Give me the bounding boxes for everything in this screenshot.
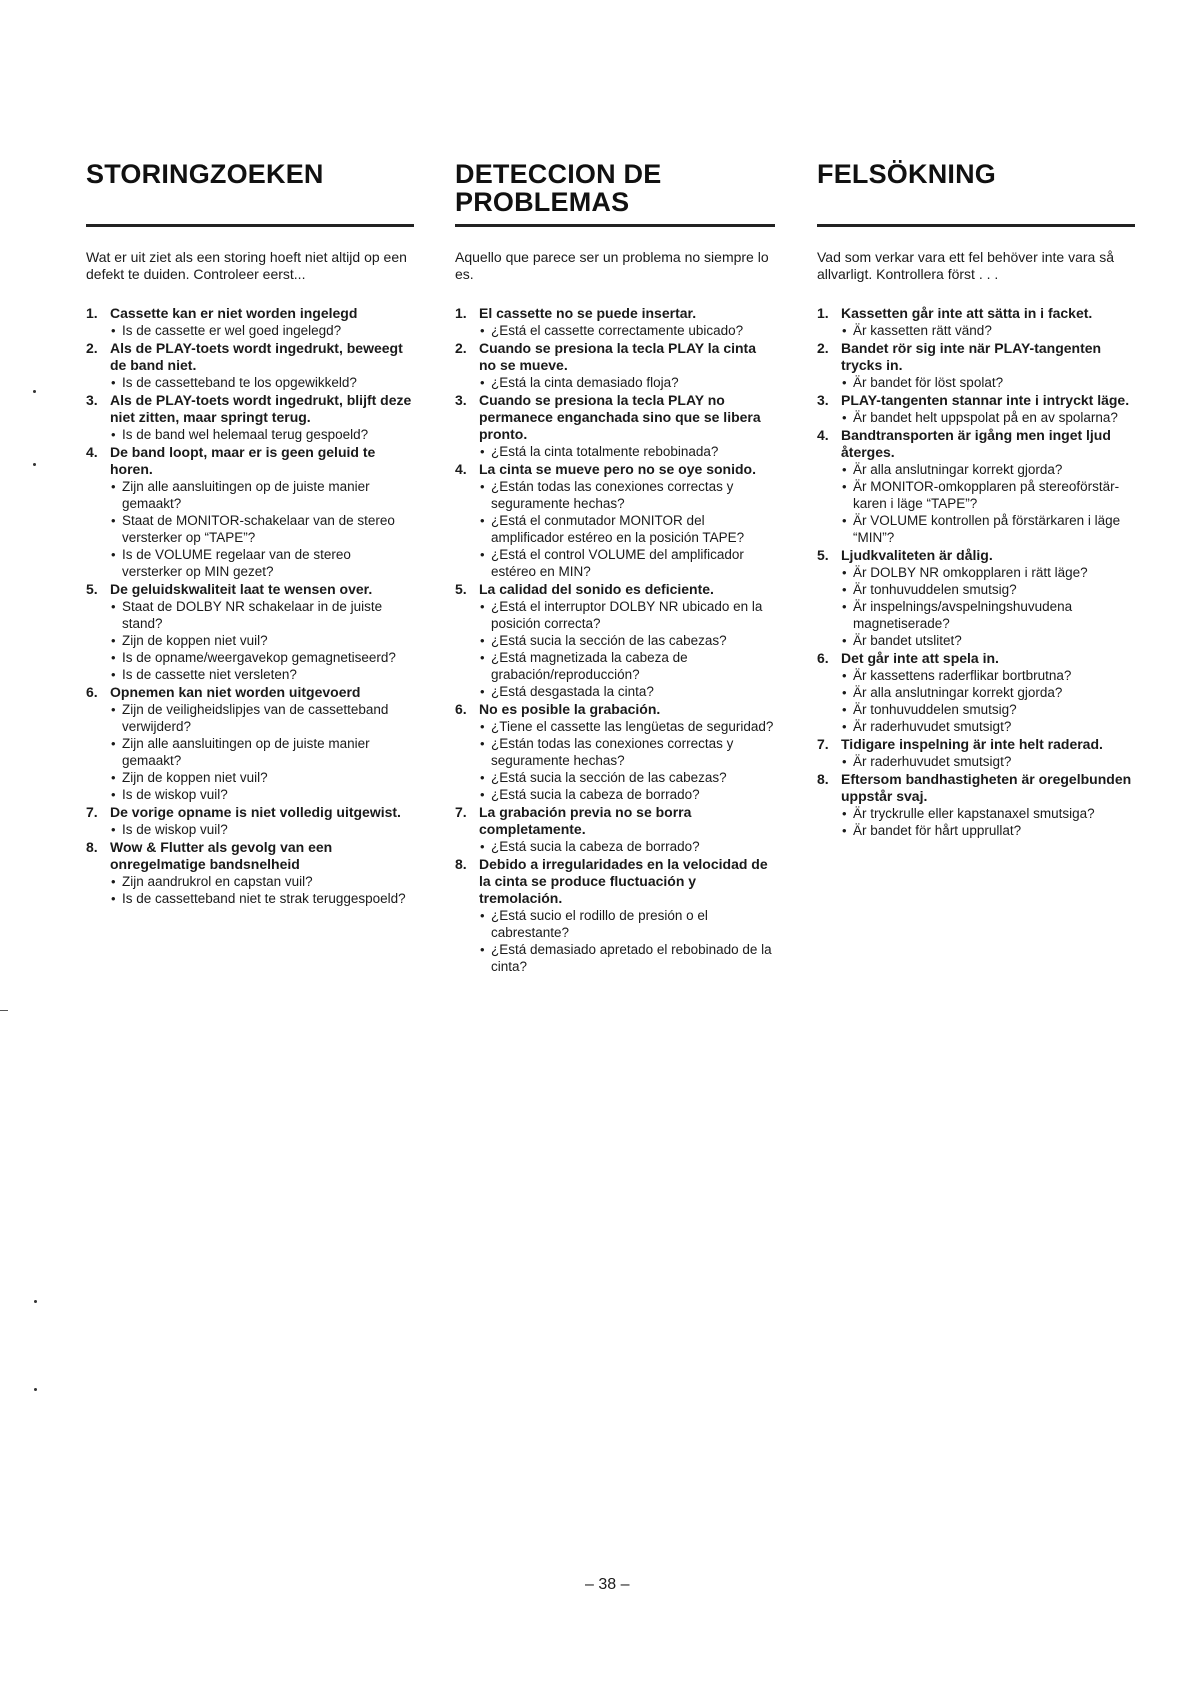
check-item: • ¿Está sucia la cabeza de borrado? <box>479 786 775 803</box>
issue-number: 5. <box>817 547 829 563</box>
check-item: • Zijn de koppen niet vuil? <box>110 769 414 786</box>
issue-item <box>455 856 775 975</box>
issue-number: 6. <box>455 701 467 717</box>
check-list <box>841 409 1135 426</box>
issue-item <box>817 305 1135 339</box>
check-list <box>110 322 414 339</box>
issue-list <box>817 305 1135 839</box>
check-list <box>110 821 414 838</box>
issue-heading: El cassette no se puede insertar. <box>479 305 697 321</box>
check-item: • Staat de DOLBY NR schakelaar in de juiste stand? <box>110 598 414 632</box>
check-item: • Är bandet för hårt upprullat? <box>841 822 1135 839</box>
check-item: • Är bandet för löst spolat? <box>841 374 1135 391</box>
check-item: • Är MONITOR-omkopplaren på stereoförstär-karen i läge “TAPE”? <box>841 478 1135 512</box>
check-item: • Zijn alle aansluitingen op de juiste manier gemaakt? <box>110 478 414 512</box>
section-title: STORINGZOEKEN <box>86 159 324 189</box>
issue-item <box>86 340 414 391</box>
check-item: • Zijn alle aansluitingen op de juiste manier gemaakt? <box>110 735 414 769</box>
check-item: • ¿Está sucio el rodillo de presión o el cabrestante? <box>479 907 775 941</box>
check-item: • ¿Están todas las conexiones correctas y seguramente hechas? <box>479 478 775 512</box>
check-list <box>841 322 1135 339</box>
check-list <box>479 718 775 803</box>
column-spanish <box>455 160 775 976</box>
check-item: • ¿Está el interruptor DOLBY NR ubicado en la posición correcta? <box>479 598 775 632</box>
issue-number: 8. <box>455 856 467 872</box>
issue-number: 8. <box>86 839 98 855</box>
check-list <box>479 322 775 339</box>
check-item: • Is de opname/weergavekop gemagnetiseerd? <box>110 649 414 666</box>
check-item: • ¿Está sucia la sección de las cabezas? <box>479 769 775 786</box>
issue-number: 3. <box>86 392 98 408</box>
check-item: • Is de wiskop vuil? <box>110 821 414 838</box>
check-item: • Är tonhuvuddelen smutsig? <box>841 701 1135 718</box>
check-list <box>479 443 775 460</box>
issue-heading: Bandet rör sig inte när PLAY-tangenten trycks in. <box>841 340 1102 373</box>
check-item: • Är kassetten rätt vänd? <box>841 322 1135 339</box>
margin-mark <box>0 1010 8 1011</box>
check-list <box>110 598 414 683</box>
issue-number: 5. <box>86 581 98 597</box>
title-rule <box>455 224 775 227</box>
issue-number: 7. <box>86 804 98 820</box>
issue-heading: De band loopt, maar er is geen geluid te horen. <box>110 444 376 477</box>
margin-mark <box>33 390 36 393</box>
issue-number: 6. <box>817 650 829 666</box>
check-item: • Is de cassette niet versleten? <box>110 666 414 683</box>
check-list <box>841 564 1135 649</box>
check-list <box>479 374 775 391</box>
issue-item <box>86 444 414 580</box>
issue-item <box>455 392 775 460</box>
check-item: • Är kassettens raderflikar bortbrutna? <box>841 667 1135 684</box>
issue-number: 7. <box>817 736 829 752</box>
issue-list <box>86 305 414 907</box>
check-item: • Zijn de veiligheidslipjes van de cassetteband verwijderd? <box>110 701 414 735</box>
check-item: • Är VOLUME kontrollen på förstärkaren i läge “MIN”? <box>841 512 1135 546</box>
check-list <box>110 374 414 391</box>
column-swedish <box>817 160 1135 840</box>
issue-item <box>817 427 1135 546</box>
issue-item <box>455 461 775 580</box>
issue-number: 3. <box>817 392 829 408</box>
check-item: • ¿Está la cinta demasiado floja? <box>479 374 775 391</box>
issue-item <box>86 804 414 838</box>
check-item: • ¿Está sucia la cabeza de borrado? <box>479 838 775 855</box>
issue-item <box>86 392 414 443</box>
intro-text: Wat er uit ziet als een storing hoeft niet altijd op een defekt te duiden. Controleer eerst... <box>86 249 407 282</box>
margin-mark <box>34 1388 37 1391</box>
column-dutch <box>86 160 414 908</box>
check-item: • Is de cassetteband niet te strak teruggespoeld? <box>110 890 414 907</box>
check-item: • Är DOLBY NR omkopplaren i rätt läge? <box>841 564 1135 581</box>
check-list <box>841 805 1135 839</box>
issue-heading: Det går inte att spela in. <box>841 650 999 666</box>
check-item: • ¿Está la cinta totalmente rebobinada? <box>479 443 775 460</box>
issue-heading: Debido a irregularidades en la velocidad de la cinta se produce fluctuación y tremolación. <box>479 856 768 906</box>
check-item: • Zijn de koppen niet vuil? <box>110 632 414 649</box>
issue-item <box>817 736 1135 770</box>
check-item: • ¿Está magnetizada la cabeza de grabación/reproducción? <box>479 649 775 683</box>
check-item: • Är tonhuvuddelen smutsig? <box>841 581 1135 598</box>
check-item: • Is de band wel helemaal terug gespoeld? <box>110 426 414 443</box>
section-title: FELSÖKNING <box>817 159 997 189</box>
issue-item <box>86 305 414 339</box>
issue-number: 8. <box>817 771 829 787</box>
issue-number: 2. <box>86 340 98 356</box>
check-item: • ¿Está el conmutador MONITOR del amplificador estéreo en la posición TAPE? <box>479 512 775 546</box>
issue-number: 7. <box>455 804 467 820</box>
check-item: • Is de wiskop vuil? <box>110 786 414 803</box>
check-list <box>841 374 1135 391</box>
title-rule <box>86 224 414 227</box>
issue-item <box>817 771 1135 839</box>
check-list <box>110 478 414 580</box>
check-item: • ¿Está sucia la sección de las cabezas? <box>479 632 775 649</box>
check-list <box>841 667 1135 735</box>
issue-heading: Eftersom bandhastigheten är oregelbunden uppstår svaj. <box>841 771 1132 804</box>
check-item: • Är raderhuvudet smutsigt? <box>841 718 1135 735</box>
margin-mark <box>34 1300 37 1303</box>
issue-list <box>455 305 775 975</box>
issue-item <box>455 305 775 339</box>
issue-heading: PLAY-tangenten stannar inte i intryckt läge. <box>841 392 1130 408</box>
check-item: • Är tryckrulle eller kapstanaxel smutsiga? <box>841 805 1135 822</box>
issue-heading: Ljudkvaliteten är dålig. <box>841 547 993 563</box>
issue-number: 2. <box>817 340 829 356</box>
check-item: • Är raderhuvudet smutsigt? <box>841 753 1135 770</box>
issue-item <box>86 581 414 683</box>
issue-item <box>817 340 1135 391</box>
check-item: • ¿Está el control VOLUME del amplificador estéreo en MIN? <box>479 546 775 580</box>
issue-heading: Cuando se presiona la tecla PLAY no permanece enganchada sino que se libera pronto. <box>479 392 761 442</box>
check-list <box>841 461 1135 546</box>
check-item: • ¿Están todas las conexiones correctas y seguramente hechas? <box>479 735 775 769</box>
issue-heading: Als de PLAY-toets wordt ingedrukt, blijft deze niet zitten, maar springt terug. <box>110 392 412 425</box>
check-list <box>479 838 775 855</box>
issue-heading: Bandtransporten är igång men inget ljud återges. <box>841 427 1111 460</box>
check-list <box>110 873 414 907</box>
check-item: • Is de cassette er wel goed ingelegd? <box>110 322 414 339</box>
intro-text: Aquello que parece ser un problema no siempre lo es. <box>455 249 769 282</box>
section-title: DETECCION DE PROBLEMAS <box>455 159 662 217</box>
issue-number: 2. <box>455 340 467 356</box>
issue-number: 5. <box>455 581 467 597</box>
issue-item <box>455 804 775 855</box>
check-list <box>479 907 775 975</box>
margin-mark <box>33 463 36 466</box>
issue-number: 1. <box>817 305 829 321</box>
check-item: • Är inspelnings/avspelningshuvudena magnetiserade? <box>841 598 1135 632</box>
check-list <box>479 478 775 580</box>
issue-heading: La calidad del sonido es deficiente. <box>479 581 714 597</box>
issue-number: 6. <box>86 684 98 700</box>
issue-item <box>817 650 1135 735</box>
issue-item <box>86 684 414 803</box>
check-item: • Is de VOLUME regelaar van de stereo versterker op MIN gezet? <box>110 546 414 580</box>
check-item: • Är alla anslutningar korrekt gjorda? <box>841 684 1135 701</box>
issue-heading: Tidigare inspelning är inte helt raderad. <box>841 736 1103 752</box>
page-number: – 38 – <box>585 1576 630 1593</box>
intro-text: Vad som verkar vara ett fel behöver inte vara så allvarligt. Kontrollera först . . . <box>817 249 1114 282</box>
check-list <box>110 701 414 803</box>
issue-item <box>86 839 414 907</box>
check-item: • Staat de MONITOR-schakelaar van de stereo versterker op “TAPE”? <box>110 512 414 546</box>
issue-number: 1. <box>455 305 467 321</box>
check-item: • Zijn aandrukrol en capstan vuil? <box>110 873 414 890</box>
check-list <box>841 753 1135 770</box>
issue-heading: Wow & Flutter als gevolg van een onregelmatige bandsnelheid <box>110 839 333 872</box>
title-rule <box>817 224 1135 227</box>
issue-heading: Cuando se presiona la tecla PLAY la cinta no se mueve. <box>479 340 756 373</box>
issue-item <box>817 392 1135 426</box>
issue-heading: De vorige opname is niet volledig uitgewist. <box>110 804 401 820</box>
issue-number: 4. <box>86 444 98 460</box>
issue-heading: Als de PLAY-toets wordt ingedrukt, beweegt de band niet. <box>110 340 403 373</box>
issue-item <box>455 581 775 700</box>
check-item: • Är alla anslutningar korrekt gjorda? <box>841 461 1135 478</box>
issue-heading: No es posible la grabación. <box>479 701 661 717</box>
check-item: • Is de cassetteband te los opgewikkeld? <box>110 374 414 391</box>
check-item: • ¿Está demasiado apretado el rebobinado de la cinta? <box>479 941 775 975</box>
check-item: • ¿Tiene el cassette las lengüetas de seguridad? <box>479 718 775 735</box>
check-list <box>110 426 414 443</box>
issue-heading: Cassette kan er niet worden ingelegd <box>110 305 358 321</box>
check-item: • ¿Está el cassette correctamente ubicado? <box>479 322 775 339</box>
issue-number: 3. <box>455 392 467 408</box>
check-item: • ¿Está desgastada la cinta? <box>479 683 775 700</box>
issue-heading: La cinta se mueve pero no se oye sonido. <box>479 461 756 477</box>
issue-number: 4. <box>817 427 829 443</box>
issue-item <box>455 701 775 803</box>
check-list <box>479 598 775 700</box>
issue-item <box>817 547 1135 649</box>
issue-item <box>455 340 775 391</box>
issue-heading: La grabación previa no se borra completamente. <box>479 804 692 837</box>
issue-number: 1. <box>86 305 98 321</box>
issue-heading: Opnemen kan niet worden uitgevoerd <box>110 684 361 700</box>
issue-heading: De geluidskwaliteit laat te wensen over. <box>110 581 373 597</box>
issue-heading: Kassetten går inte att sätta in i facket. <box>841 305 1093 321</box>
issue-number: 4. <box>455 461 467 477</box>
check-item: • Är bandet utslitet? <box>841 632 1135 649</box>
check-item: • Är bandet helt uppspolat på en av spolarna? <box>841 409 1135 426</box>
